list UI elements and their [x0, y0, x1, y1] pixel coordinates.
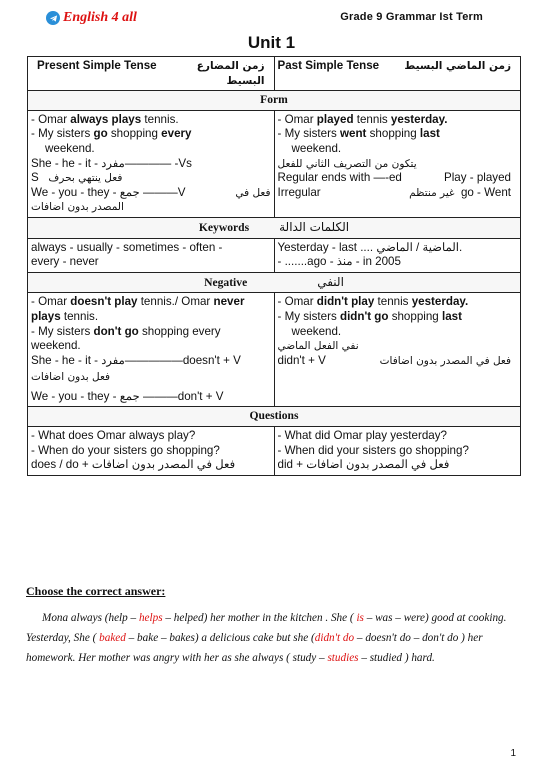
form-present-ex2: - My sisters go shopping every	[31, 127, 192, 141]
section-keywords-title: Keywords	[198, 220, 250, 234]
negative-past-l3: weekend.	[291, 324, 342, 338]
negative-present-l5: She - he - it - مفرد—————doesn't + V	[31, 353, 241, 367]
form-present-base: المصدر بدون اضافات	[31, 201, 124, 214]
negative-present-l1: - Omar doesn't play tennis./ Omar never	[31, 295, 245, 309]
exercise-paragraph: Mona always (help – helps – helped) her mother in the kitchen . She ( is – was – were) good at cooking. Yesterday, She ( baked – bake – bakes) a delicious cake but she (didn't do – doesn't do – don't do ) her homework. Her mother was angry with her as she always ( study – studies – studied ) hard.	[26, 612, 507, 664]
negative-past-l2: - My sisters didn't go shopping last	[277, 309, 462, 323]
negative-present-l2: plays tennis.	[31, 309, 99, 323]
form-present-we-rule: We - you - they - جمع ———V فعل في	[31, 185, 271, 199]
past-header	[274, 57, 521, 91]
grammar-table	[27, 56, 521, 476]
section-form	[28, 91, 521, 111]
negative-present-l4: weekend.	[31, 339, 81, 353]
answer-1: helps	[138, 612, 163, 624]
brand[interactable]	[46, 10, 137, 26]
questions-past	[274, 427, 521, 476]
section-negative-title-ar: النفي	[317, 274, 344, 289]
keywords-past-1: Yesterday - last .... الماضية / الماضي.	[277, 240, 463, 254]
present-header	[28, 57, 275, 91]
section-form-title: Form	[260, 93, 288, 107]
form-present-ex1: - Omar always plays tennis.	[31, 112, 179, 126]
section-keywords	[28, 217, 521, 238]
brand-text: English 4 all	[63, 10, 137, 25]
form-past-regular: Regular ends with —-ed Play - played	[277, 171, 511, 185]
answer-2: is	[356, 612, 364, 624]
questions-present-2: - When do your sisters go shopping?	[31, 443, 220, 457]
negative-past	[274, 293, 521, 407]
negative-present-l7: We - you - they - جمع ———don't + V	[31, 389, 224, 403]
form-past	[274, 110, 521, 217]
form-past-ar-rule: يتكون من التصريف الثاني للفعل	[277, 157, 417, 170]
keywords-present	[28, 238, 275, 272]
column-headers	[28, 57, 521, 91]
negative-row	[28, 293, 521, 407]
negative-past-l1: - Omar didn't play tennis yesterday.	[277, 295, 469, 309]
exercise-heading: Choose the correct answer:	[26, 584, 166, 598]
questions-present-1: - What does Omar always play?	[31, 429, 196, 443]
negative-past-l5: didn't + V فعل في المصدر بدون اضافات	[277, 353, 511, 367]
present-title-ar: زمن المضارع البسيط	[196, 60, 265, 87]
negative-present-l3: - My sisters don't go shopping every	[31, 324, 221, 338]
keywords-row	[28, 238, 521, 272]
keywords-past	[274, 238, 521, 272]
answer-4: didn't do	[314, 632, 355, 644]
page-header	[0, 8, 543, 30]
present-title: Present Simple Tense	[37, 59, 157, 72]
questions-present	[28, 427, 275, 476]
form-past-ex2: - My sisters went shopping last	[277, 127, 440, 141]
section-keywords-title-ar: الكلمات الدالة	[279, 219, 350, 234]
section-negative	[28, 272, 521, 293]
form-past-ex1: - Omar played tennis yesterday.	[277, 112, 448, 126]
page-number: 1	[510, 748, 516, 759]
page-title: Unit 1	[247, 33, 296, 52]
answer-5: studies	[327, 652, 359, 664]
section-questions	[28, 407, 521, 427]
section-questions-title: Questions	[249, 409, 299, 423]
keywords-present-2: every - never	[31, 255, 99, 269]
questions-present-3: does / do + فعل في المصدر بدون اضافات	[31, 458, 236, 472]
form-past-irregular: Irregular غير منتظم go - Went	[277, 185, 511, 199]
past-title-ar: زمن الماضي البسيط	[404, 60, 511, 72]
negative-present-l6: فعل بدون اضافات	[31, 371, 111, 384]
form-row	[28, 110, 521, 217]
negative-past-l4: نفي الفعل الماضي	[277, 340, 359, 353]
questions-past-1: - What did Omar play yesterday?	[277, 429, 447, 443]
form-present-s-rule: S فعل ينتهي بحرف	[31, 171, 123, 185]
past-title: Past Simple Tense	[277, 59, 380, 72]
form-present-ex2-cont: weekend.	[45, 141, 95, 155]
grade-label: Grade 9 Grammar Ist Term	[340, 11, 483, 23]
questions-past-3: did + فعل في المصدر بدون اضافات	[277, 458, 450, 472]
form-present	[28, 110, 275, 217]
negative-present	[28, 293, 275, 407]
keywords-past-2: - .......ago - منذ - in 2005	[277, 255, 401, 269]
form-present-she-rule: She - he - it - مفرد———— -Vs	[31, 156, 192, 170]
telegram-icon	[46, 11, 60, 25]
questions-past-2: - When did your sisters go shopping?	[277, 443, 469, 457]
form-past-ex2-cont: weekend.	[291, 141, 342, 155]
questions-row	[28, 427, 521, 476]
answer-3: baked	[99, 632, 126, 644]
keywords-present-1: always - usually - sometimes - often -	[31, 240, 223, 254]
section-negative-title: Negative	[204, 275, 248, 289]
